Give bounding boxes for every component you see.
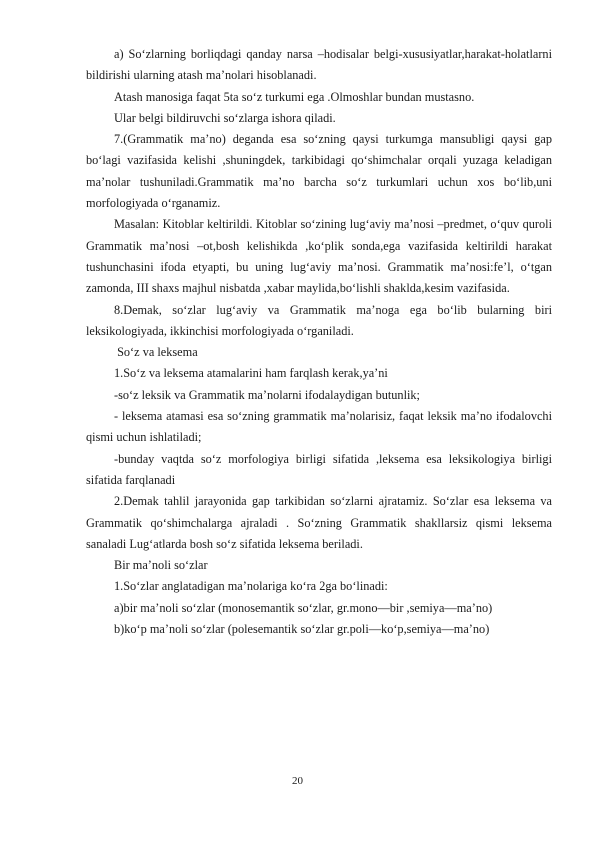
paragraph-atash-manolari: a) So‘zlarning borliqdagi qanday narsa –hodisalar belgi-xususiyatlar,harakat-holatlarni bildirishi ularning atash ma’nolari hisoblanadi. (86, 47, 552, 83)
paragraph-atamalarni-farqlash: 1.So‘z va leksema atamalarini ham farqlash kerak,ya’ni (114, 366, 388, 381)
paragraph-ikkiga-bolinadi: 1.So‘zlar anglatadigan ma’nolariga ko‘ra 2ga bo‘linadi: (114, 579, 388, 594)
paragraph-demak-lugaviy: 8.Demak, so‘zlar lug‘aviy va Grammatik ma’noga ega bo‘lib bularning biri leksikologiyada, ikkinchisi morfologiyada o‘rganiladi. (86, 302, 552, 338)
page-number: 20 (292, 775, 303, 787)
paragraph-tahlil-jarayoni: 2.Demak tahlil jarayonida gap tarkibidan so‘zlarni ajratamiz. So‘zlar esa leksema va Grammatik qo‘shimchalarga ajraladi . So‘zning Grammatik shakllarsiz qismi leksema sanaladi Lug‘atlarda bosh so‘z sifatida leksema beriladi. (86, 494, 552, 551)
paragraph-olmoshlar-ishora: Ular belgi bildiruvchi so‘zlarga ishora qiladi. (114, 110, 336, 125)
list-item-morfologiya-birligi: -bunday vaqtda so‘z morfologiya birligi sifatida ,leksema esa leksikologiya birligi sifatida farqlanadi (86, 451, 552, 487)
list-item-soz-butunlik: -so‘z leksik va Grammatik ma’nolarni ifodalaydigan butunlik; (114, 387, 420, 402)
paragraph-masalan-kitoblar: Masalan: Kitoblar keltirildi. Kitoblar so‘zining lug‘aviy ma’nosi –predmet, o‘quv quroli Grammatik ma’nosi –ot,bosh kelishikda ,ko‘plik sonda,ega vazifasida keltirildi harakat tushunchasini ifoda etyapti, bu uning lug‘aviy ma’nosi. Grammatik ma’nosi:fe’l, o‘tgan zamonda, III shaxs majhul nisbatda ,xabar maylida,bo‘lishli shaklda,kesim vazifasida. (86, 217, 552, 296)
heading-bir-manoli-sozlar: Bir ma’noli so‘zlar (114, 558, 208, 573)
list-item-polesemantik: b)ko‘p ma’noli so‘zlar (polesemantik so‘zlar gr.poli—ko‘p,semiya—ma’no) (114, 622, 490, 637)
list-item-monosemantik: a)bir ma’noli so‘zlar (monosemantik so‘zlar, gr.mono—bir ,semiya—ma’no) (114, 600, 493, 615)
document-body (86, 44, 552, 640)
paragraph-grammatik-mano: 7.(Grammatik ma’no) deganda esa so‘zning qaysi turkumga mansubligi qaysi gap bo‘lagi vazifasida kelishi ,shuningdek, tarkibidagi qo‘shimchalar orqali yuzaga keladigan ma’nolar tushuniladi.Grammatik ma’no barcha so‘z turkumlari uchun xos bo‘lib,uni morfologiyada o‘rganamiz. (86, 132, 552, 211)
paragraph-atash-turkumlari: Atash manosiga faqat 5ta so‘z turkumi ega .Olmoshlar bundan mustasno. (114, 89, 475, 104)
list-item-leksema-atamasi: - leksema atamasi esa so‘zning grammatik ma’nolarisiz, faqat leksik ma’no ifodalovchi qismi uchun ishlatiladi; (86, 409, 552, 445)
heading-soz-va-leksema: So‘z va leksema (114, 345, 198, 360)
